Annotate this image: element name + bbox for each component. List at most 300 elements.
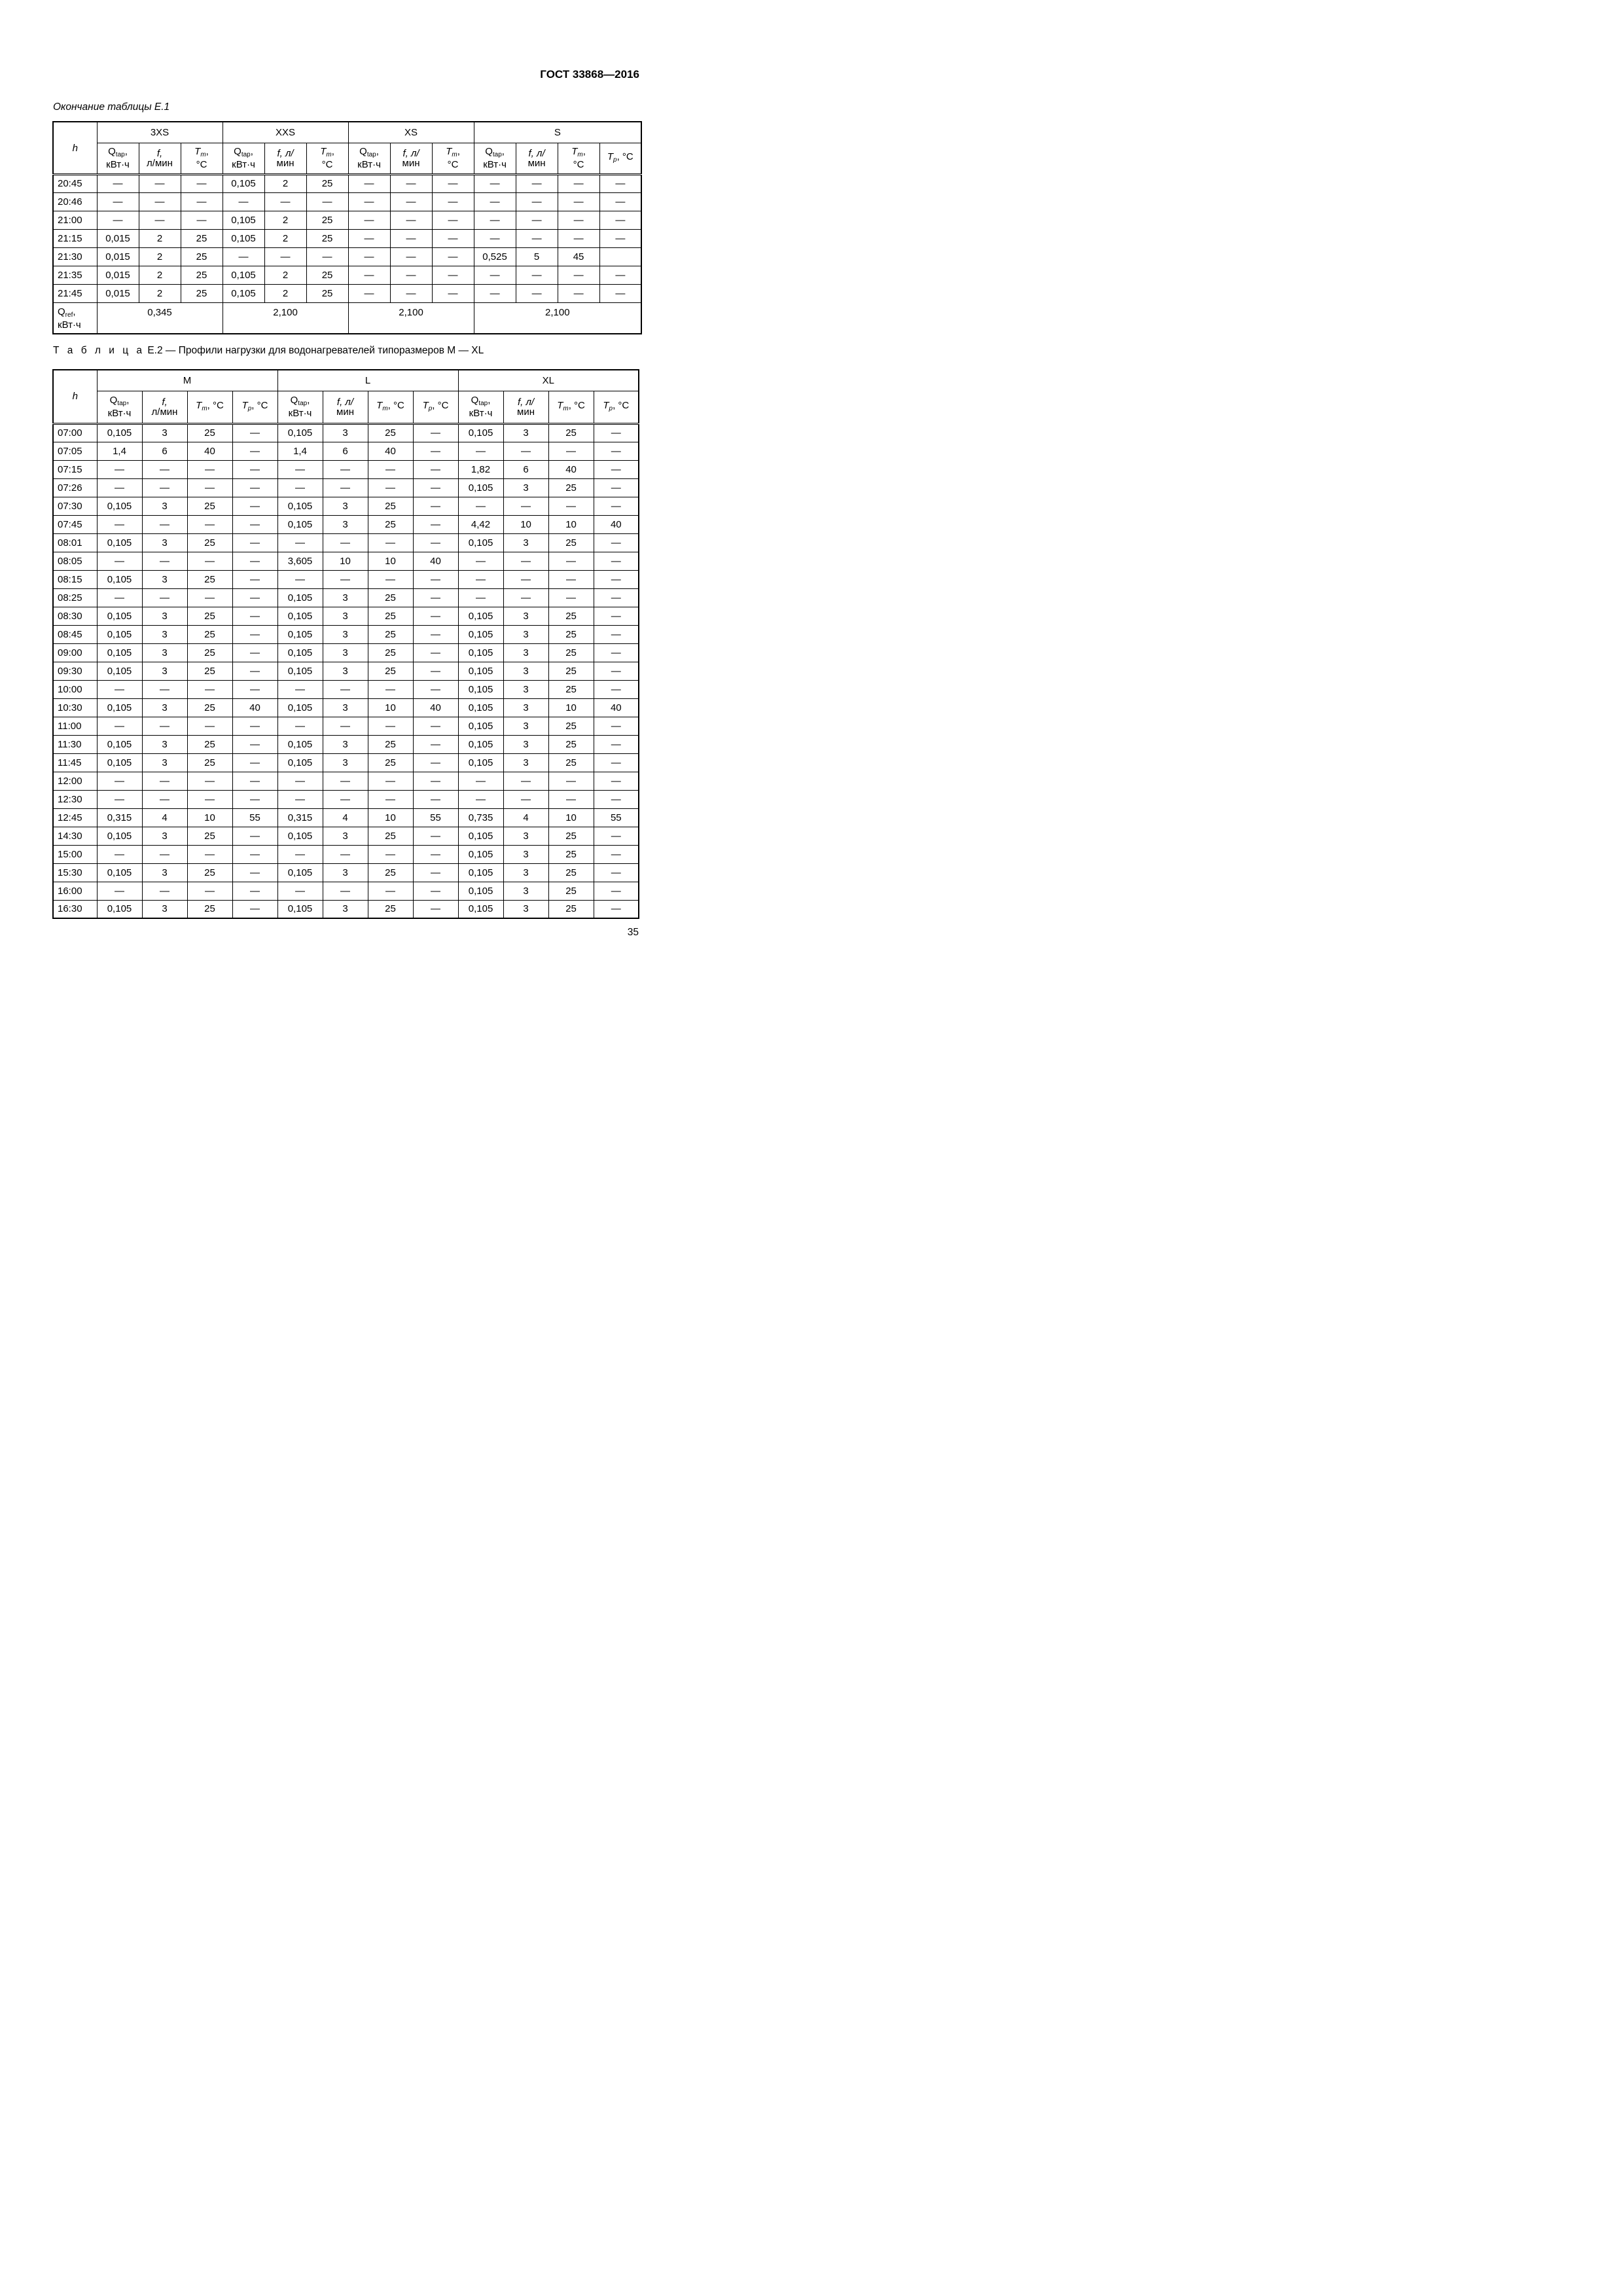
value-cell: — [232,552,277,570]
time-cell: 21:30 [53,247,97,266]
value-cell: — [594,863,639,882]
col-unit: л/мин [147,157,173,169]
value-cell: 25 [187,698,232,717]
time-cell: 09:00 [53,643,97,662]
value-cell: — [503,497,548,515]
value-cell: 3 [503,845,548,863]
col-unit: кВт·ч [106,159,130,170]
table-row [53,772,639,790]
value-cell: — [458,570,503,588]
value-cell: — [187,882,232,900]
value-cell: — [594,497,639,515]
value-cell: 0,105 [97,497,142,515]
value-cell: 0,105 [458,625,503,643]
group-header: XXS [223,122,348,143]
col-sub: m [563,404,569,412]
time-cell: 10:00 [53,680,97,698]
column-header: $Q_{tap}$, кВт·ч [348,143,390,174]
value-cell: 45 [558,247,599,266]
col-sub: tap [492,151,502,158]
value-cell: 3 [503,900,548,918]
value-cell: — [232,607,277,625]
value-cell: — [232,478,277,497]
value-cell: 5 [516,247,558,266]
time-cell: 11:00 [53,717,97,735]
value-cell: 2 [264,174,306,192]
value-cell: — [277,790,323,808]
col-unit: кВт·ч [357,159,381,170]
value-cell: 25 [306,284,348,302]
value-cell: 40 [594,515,639,533]
value-cell: — [413,533,458,552]
time-cell: 08:25 [53,588,97,607]
value-cell: — [142,680,187,698]
value-cell: 3 [323,827,368,845]
qref-value: 2,100 [223,302,348,334]
value-cell: — [599,192,641,211]
value-cell: 25 [548,643,594,662]
value-cell: — [413,662,458,680]
value-cell: — [323,717,368,735]
col-label: T [603,399,609,411]
column-header: $Q_{tap}$, кВт·ч [277,391,323,423]
value-cell: 40 [232,698,277,717]
value-cell: 0,105 [277,423,323,442]
col-unit: , °C [616,151,633,162]
hour-header: h [53,370,97,423]
value-cell: 25 [306,211,348,229]
col-unit: кВт·ч [483,159,507,170]
value-cell: 0,105 [458,753,503,772]
value-cell: — [97,478,142,497]
value-cell: — [323,845,368,863]
value-cell: 3 [503,735,548,753]
value-cell: — [548,570,594,588]
value-cell: — [142,717,187,735]
table-row [53,845,639,863]
value-cell: — [599,211,641,229]
value-cell: — [181,192,223,211]
column-header [368,391,413,423]
value-cell: — [323,680,368,698]
group-header: S [474,122,641,143]
value-cell: — [390,211,432,229]
time-cell: 11:45 [53,753,97,772]
value-cell: — [323,533,368,552]
time-cell: 12:45 [53,808,97,827]
table-row [53,643,639,662]
value-cell: 10 [548,698,594,717]
value-cell: 0,105 [458,882,503,900]
value-cell: — [413,735,458,753]
value-cell: — [232,772,277,790]
value-cell: — [516,266,558,284]
value-cell: 25 [181,284,223,302]
value-cell: 3 [503,698,548,717]
col-sub: m [326,151,332,158]
time-cell: 20:45 [53,174,97,192]
column-header [516,143,558,174]
value-cell: 0,105 [97,827,142,845]
table-e1-end [52,121,642,334]
value-cell: — [139,211,181,229]
value-cell: — [97,192,139,211]
value-cell: — [390,192,432,211]
table-row [53,497,639,515]
col-label: T [557,399,563,411]
value-cell: — [432,211,474,229]
value-cell: 0,105 [458,698,503,717]
col-label: Q [485,146,493,157]
col-unit: °C [196,159,207,170]
value-cell: 10 [368,808,413,827]
value-cell: — [232,735,277,753]
value-cell: 25 [548,607,594,625]
value-cell: 3 [503,607,548,625]
table-row [53,211,641,229]
value-cell: — [232,570,277,588]
value-cell: — [390,266,432,284]
col-unit: мин [336,406,354,418]
value-cell: — [368,478,413,497]
value-cell: 6 [323,442,368,460]
value-cell: — [516,211,558,229]
value-cell: — [187,515,232,533]
value-cell: — [232,680,277,698]
value-cell: 2 [264,229,306,247]
table-row [53,266,641,284]
value-cell: — [97,680,142,698]
value-cell: — [323,478,368,497]
value-cell: — [594,460,639,478]
value-cell: — [97,211,139,229]
value-cell: — [594,570,639,588]
value-cell: 25 [306,229,348,247]
value-cell: — [594,717,639,735]
value-cell: — [432,192,474,211]
value-cell: — [306,247,348,266]
value-cell: — [139,192,181,211]
value-cell: 25 [187,753,232,772]
value-cell: — [594,478,639,497]
value-cell: 25 [548,753,594,772]
value-cell: — [413,772,458,790]
table-row [53,552,639,570]
col-label: T [607,151,614,162]
value-cell: 25 [187,625,232,643]
value-cell: — [599,174,641,192]
value-cell: 4 [142,808,187,827]
value-cell: 3 [142,863,187,882]
value-cell: 40 [548,460,594,478]
value-cell: — [348,229,390,247]
value-cell: — [264,192,306,211]
value-cell: — [223,247,264,266]
col-unit: мин [527,157,546,169]
value-cell: — [458,790,503,808]
value-cell: — [558,266,599,284]
value-cell: — [413,827,458,845]
table-row [53,515,639,533]
col-sub: tap [115,151,125,158]
time-cell: 20:46 [53,192,97,211]
value-cell: — [277,478,323,497]
value-cell: — [368,882,413,900]
value-cell: — [390,247,432,266]
value-cell: 0,105 [277,735,323,753]
value-cell: 3 [503,423,548,442]
value-cell: — [594,827,639,845]
value-cell: — [594,423,639,442]
col-label: T [422,399,429,411]
time-cell: 08:15 [53,570,97,588]
value-cell: 25 [368,900,413,918]
value-cell: — [232,662,277,680]
value-cell: 25 [187,863,232,882]
value-cell: 0,105 [277,827,323,845]
value-cell: — [223,192,264,211]
column-header [599,143,641,174]
value-cell: 25 [368,588,413,607]
value-cell: 3 [323,607,368,625]
value-cell: 25 [187,900,232,918]
table-e2 [52,369,639,919]
value-cell: — [474,211,516,229]
value-cell: 0,105 [277,698,323,717]
value-cell: 2 [139,284,181,302]
value-cell: — [348,211,390,229]
value-cell: — [264,247,306,266]
value-cell: — [368,680,413,698]
value-cell: — [390,229,432,247]
table-row [53,863,639,882]
value-cell: — [548,588,594,607]
time-cell: 14:30 [53,827,97,845]
column-header [142,391,187,423]
time-cell: 21:00 [53,211,97,229]
col-sub: tap [298,400,308,407]
value-cell: 0,105 [97,698,142,717]
value-cell: 0,105 [97,625,142,643]
col-sub: p [247,404,252,412]
value-cell: — [277,680,323,698]
value-cell: — [474,174,516,192]
value-cell: 25 [187,607,232,625]
value-cell: — [474,192,516,211]
col-unit: мин [402,157,420,169]
value-cell: 25 [548,845,594,863]
value-cell [599,247,641,266]
value-cell: 25 [368,827,413,845]
value-cell: 0,105 [277,753,323,772]
value-cell: 3 [142,607,187,625]
value-cell: — [187,772,232,790]
value-cell: — [142,790,187,808]
value-cell: 2 [264,211,306,229]
value-cell: 3 [323,900,368,918]
col-label: T [194,146,201,157]
value-cell: 55 [232,808,277,827]
value-cell: 0,105 [277,497,323,515]
col-sub: m [452,151,457,158]
value-cell: 3 [323,625,368,643]
table-row [53,247,641,266]
col-label: Q [234,146,241,157]
column-header [232,391,277,423]
value-cell: 25 [548,863,594,882]
value-cell: 25 [368,515,413,533]
col-sub: m [382,404,388,412]
value-cell: 55 [413,808,458,827]
value-cell: 25 [187,735,232,753]
table-row [53,808,639,827]
col-sub: tap [117,400,127,407]
table-row [53,192,641,211]
value-cell: 10 [503,515,548,533]
value-cell: 6 [503,460,548,478]
value-cell: 0,105 [458,533,503,552]
table-row [53,174,641,192]
value-cell: — [232,827,277,845]
col-label: Q [108,146,116,157]
column-header [264,143,306,174]
value-cell: 0,105 [458,478,503,497]
value-cell: 0,105 [277,863,323,882]
value-cell: — [413,680,458,698]
col-sub: p [613,156,617,164]
value-cell: — [558,229,599,247]
value-cell: 0,105 [223,211,264,229]
value-cell: — [413,497,458,515]
value-cell: 25 [187,570,232,588]
table-row [53,625,639,643]
value-cell: — [142,552,187,570]
value-cell: 25 [187,533,232,552]
value-cell: — [413,423,458,442]
value-cell: — [348,192,390,211]
col-sub: m [577,151,583,158]
value-cell: 0,105 [458,680,503,698]
table-continuation-caption: Окончание таблицы Е.1 [53,101,170,113]
value-cell: — [458,497,503,515]
table-row [53,882,639,900]
value-cell: 3 [142,698,187,717]
value-cell: 25 [548,827,594,845]
value-cell: 25 [548,680,594,698]
value-cell: — [323,570,368,588]
col-sub: m [200,151,206,158]
value-cell: 25 [548,882,594,900]
value-cell: 0,105 [97,900,142,918]
value-cell: 0,105 [277,900,323,918]
value-cell: — [594,607,639,625]
value-cell: 1,4 [277,442,323,460]
value-cell: — [368,460,413,478]
value-cell: 2 [264,284,306,302]
value-cell: — [594,772,639,790]
value-cell: — [432,284,474,302]
column-header: $T_m$, °C [432,143,474,174]
table-row [53,662,639,680]
value-cell: — [413,863,458,882]
time-cell: 08:30 [53,607,97,625]
col-unit: л/мин [151,406,178,418]
value-cell: 0,105 [277,662,323,680]
col-sub: p [609,404,613,412]
value-cell: 25 [548,625,594,643]
value-cell: — [97,515,142,533]
value-cell: — [413,882,458,900]
qref-value: 2,100 [348,302,474,334]
table-row [53,607,639,625]
col-unit: кВт·ч [469,408,493,419]
value-cell: 0,105 [97,533,142,552]
value-cell: 25 [368,625,413,643]
qref-label: $Q_{ref}$, кВт·ч [53,302,97,334]
value-cell: 0,015 [97,229,139,247]
value-cell: — [503,588,548,607]
value-cell: — [232,717,277,735]
value-cell: 0,105 [277,515,323,533]
value-cell: 10 [187,808,232,827]
col-label: T [446,146,452,157]
value-cell: — [142,772,187,790]
column-header [548,391,594,423]
value-cell: — [413,625,458,643]
time-cell: 07:15 [53,460,97,478]
col-label: T [376,399,383,411]
value-cell: 0,105 [97,570,142,588]
value-cell: — [277,717,323,735]
value-cell: 25 [548,662,594,680]
value-cell: — [594,552,639,570]
value-cell: — [142,515,187,533]
value-cell: 3 [142,827,187,845]
value-cell: — [516,229,558,247]
value-cell: — [413,845,458,863]
value-cell: — [232,588,277,607]
value-cell: — [232,790,277,808]
col-sub: tap [478,400,488,407]
value-cell: 3 [142,643,187,662]
value-cell: 2 [264,266,306,284]
value-cell: — [474,229,516,247]
value-cell: — [458,442,503,460]
value-cell: 25 [187,827,232,845]
value-cell: 3 [323,515,368,533]
value-cell: 0,105 [458,845,503,863]
value-cell: 4 [323,808,368,827]
value-cell: 0,105 [223,266,264,284]
col-unit: , °C [568,399,585,411]
value-cell: 40 [413,698,458,717]
column-header: $Q_{tap}$, кВт·ч [458,391,503,423]
value-cell: 3 [323,735,368,753]
value-cell: — [97,717,142,735]
value-cell: 25 [368,662,413,680]
group-header: M [97,370,277,391]
column-header [594,391,639,423]
value-cell: 3 [142,423,187,442]
value-cell: 0,015 [97,266,139,284]
value-cell: — [277,570,323,588]
value-cell: — [413,790,458,808]
value-cell: — [232,845,277,863]
value-cell: 25 [306,174,348,192]
value-cell: — [390,284,432,302]
value-cell: 3 [142,625,187,643]
value-cell: 3 [323,753,368,772]
